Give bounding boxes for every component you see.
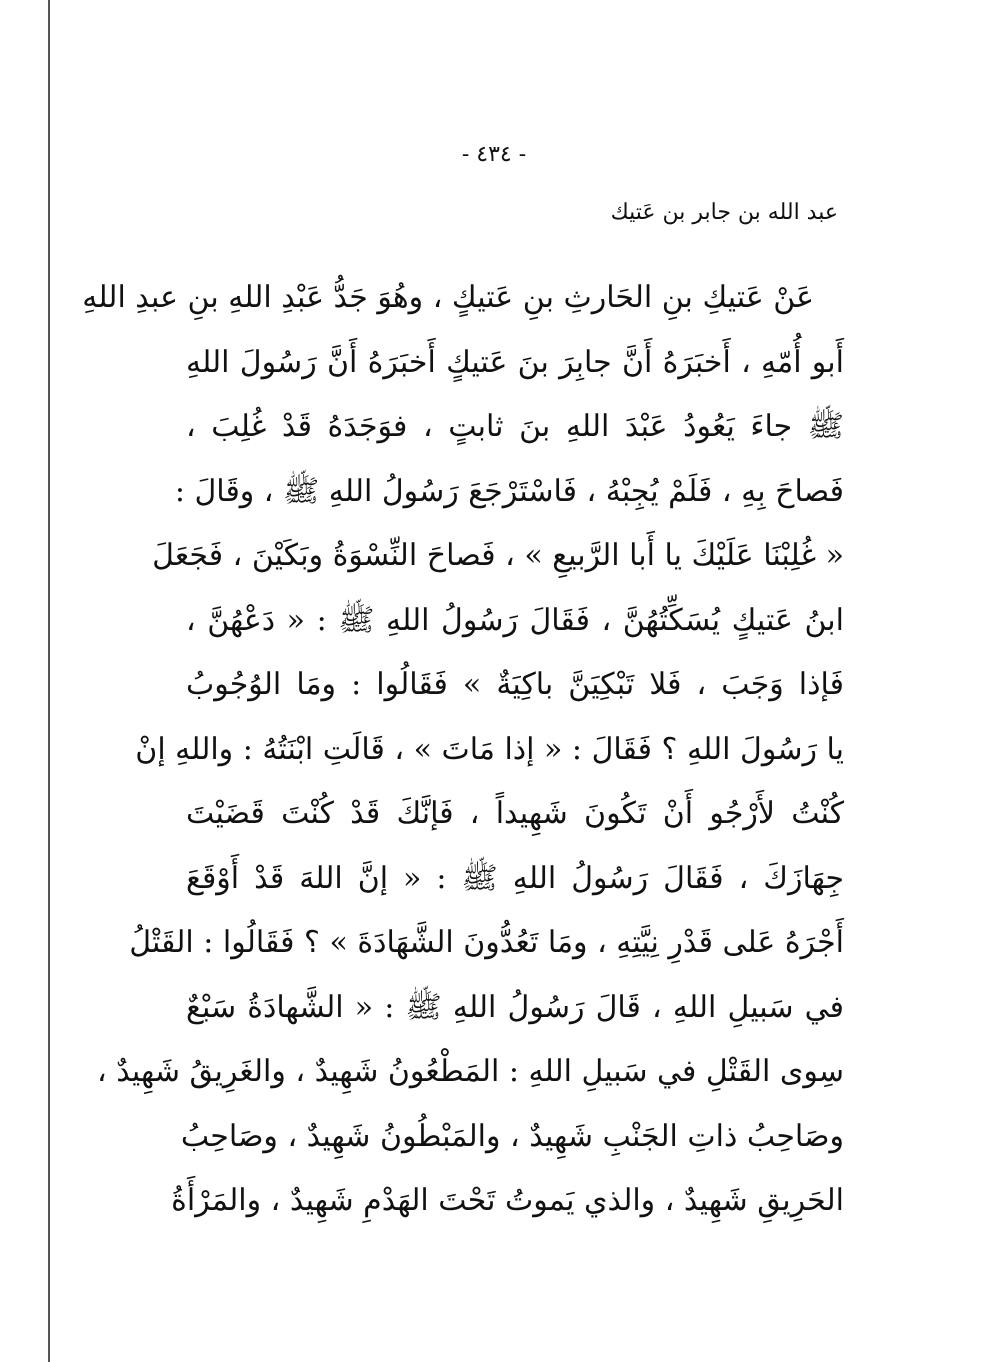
text-line: فَإذا وَجَبَ ، فَلا تَبْكِيَنَّ باكِيَةٌ » فَقَالُوا : ومَا الوُجُوبُ <box>186 667 844 702</box>
text-line: في سَبيلِ اللهِ ، قَالَ رَسُولُ اللهِ ﷺ : « الشَّهادَةُ سَبْعٌ <box>186 989 844 1025</box>
text-line: أَجْرَهُ عَلى قَدْرِ نِيَّتِهِ ، ومَا تَعُدُّونَ الشَّهَادَةَ » ؟ فَقَالُوا : القَتْلُ <box>129 925 844 960</box>
text-line: الحَرِيقِ شَهِيدٌ ، والذي يَموتُ تَحْتَ الهَدْمِ شَهِيدٌ ، والمَرْأَةُ <box>171 1183 844 1218</box>
chapter-heading: عبد الله بن جابر بن عَتيك <box>610 200 838 225</box>
text-line: ابنُ عَتيكٍ يُسَكِّتُهُنَّ ، فَقَالَ رَسُولُ اللهِ ﷺ : « دَعْهُنَّ ، <box>186 602 844 638</box>
page-number: - ٤٣٤ - <box>461 142 527 167</box>
body-text <box>82 266 844 1234</box>
page-binding-line <box>48 0 50 1362</box>
text-line: سِوى القَتْلِ في سَبيلِ اللهِ : المَطْعُونُ شَهِيدٌ ، والغَرِيقُ شَهِيدٌ ، <box>96 1054 844 1089</box>
text-line: كُنْتُ لأَرْجُو أَنْ تَكُونَ شَهِيداً ، فَإنَّكَ قَدْ كُنْتَ قَضَيْتَ <box>186 796 844 831</box>
text-line: يا رَسُولَ اللهِ ؟ فَقَالَ : « إذا مَاتَ » ، قَالَتِ ابْنَتُهُ : واللهِ إنْ <box>135 731 844 767</box>
text-line: فَصاحَ بِهِ ، فَلَمْ يُجِبْهُ ، فَاسْتَرْجَعَ رَسُولُ اللهِ ﷺ ، وقَالَ : <box>174 473 844 509</box>
text-line: ﷺ جاءَ يَعُودُ عَبْدَ اللهِ بنَ ثابتٍ ، فوَجَدَهُ قَدْ غُلِبَ ، <box>186 409 844 444</box>
text-line: جِهَازَكَ ، فَقَالَ رَسُولُ اللهِ ﷺ : « إنَّ اللهَ قَدْ أَوْقَعَ <box>186 860 844 896</box>
text-line: « غُلِبْنَا عَلَيْكَ يا أَبا الرَّبيعِ » ، فَصاحَ النِّسْوَةُ وبَكَيْنَ ، فَجَعَلَ <box>152 538 844 573</box>
text-line: أَبو أُمّهِ ، أَخبَرَهُ أَنَّ جابِرَ بنَ عَتيكٍ أَخبَرَهُ أَنَّ رَسُولَ اللهِ <box>186 344 844 380</box>
text-line: عَنْ عَتيكِ بنِ الحَارثِ بنِ عَتيكٍ ، وهُوَ جَدُّ عَبْدِ اللهِ بنِ عبدِ اللهِ <box>82 280 814 315</box>
text-line: وصَاحِبُ ذاتِ الجَنْبِ شَهِيدٌ ، والمَبْطُونُ شَهِيدٌ ، وصَاحِبُ <box>180 1118 844 1154</box>
